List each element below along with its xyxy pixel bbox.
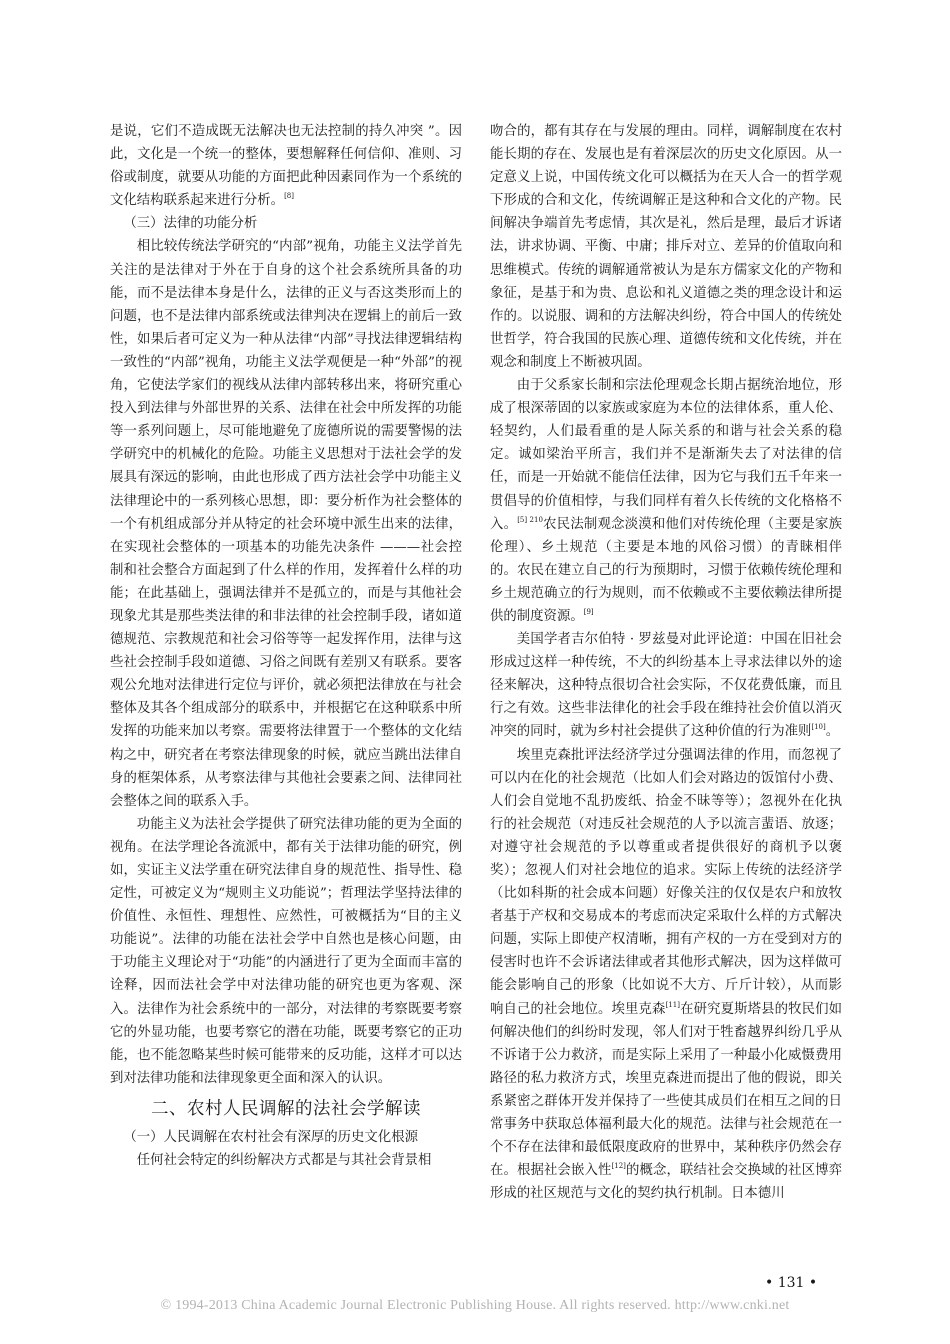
- paragraph-dispute-resolution-start: 任何社会特定的纠纷解决方式都是与其社会背景相: [136, 1153, 432, 1169]
- paragraph-functionalism-view: 功能主义为法社会学提供了研究法律功能的更为全面的视角。在法学理论各流派中，都有关于法律功能的研究，例如，实证主义法学重在研究法律自身的规范性、指导性、稳定性，可被定义为“规则主义功能说”；哲理法学坚持法律的价值性、永恒性、理想性、应然性，可被概括为“目的主义功能说”。法律的功能在法社会学中自然也是核心问题，由于功能主义理论对于“功能”的内涵进行了更为全面而丰富的诠释，因而法社会学中对法律功能的研究也更为客观、深入。法律作为社会系统中的一部分，对法律的考察既要考察它的外显功能，也要考察它的潜在功能，既要考察它的正功能，也不能忽略某些时候可能带来的反功能，这样才可以达到对法律功能和法律现象更全面和深入的认识。: [110, 816, 462, 1086]
- text-span: 由于父系家长制和宗法伦理观念长期占据统治地位，形成了根深蒂固的以家族或家庭为本位的法律体系，重人伦、轻契约，人们最看重的是人际关系的和谐与社会关系的稳定。诚如梁治平所言，我们并不是渐渐失去了对法律的信任，而是一开始就不能信任法律，因为它与我们五千年来一贯倡导的价值相悖，与我们同样有着久长传统的文化格格不入。: [490, 378, 842, 532]
- text-span: 的概念，联结社会交换域的社区博弈形成的社区规范与文化的契约执行机制。日本德川: [490, 1163, 843, 1202]
- text-span: 埃里克森批评法经济学过分强调法律的作用，而忽视了可以内在化的社会规范（比如人们会对路边的饭馆付小费、人们会自觉地不乱扔废纸、拾金不昧等等）；忽视外在化执行的社会规范（对违反社会规范的人予以流言蜚语、放逐；对遵守社会规范的予以尊重或者提供很好的商机予以褒奖）；忽视人们对社会地位的追求。实际上传统的法经济学（比如科斯的社会成本问题）好像关注的仅仅是农户和放牧者基于产权和交易成本的考虑而决定采取什么样的方式解决问题，实际上即使产权清晰，拥有产权的一方在受到对方的侵害时也许不会诉诸法律或者其他形式解决，因为这样做可能会影响自己的形象（比如说不大方、斤斤计较），从而影响自己的社会地位。埃里克森: [490, 747, 842, 1017]
- left-column: [110, 120, 462, 1172]
- text-span: 农民法制观念淡漠和他们对传统伦理（主要是家族伦理）、乡土规范（主要是本地的风俗习惯）的青睐相伴的。农民在建立自己的行为预期时，习惯于依赖传统伦理和乡土规范确立的行为规则，而不依赖或不主要依赖法律所提供的制度资源。: [490, 516, 843, 624]
- paragraph-rozman-comment: [490, 628, 842, 743]
- right-column: [490, 120, 842, 1205]
- chapter-heading-rural-mediation: 二、农村人民调解的法社会学解读: [151, 1098, 421, 1119]
- section-heading-law-function: （三）法律的功能分析: [123, 216, 258, 232]
- paragraph-functionalism-perspective: 相比较传统法学研究的“内部”视角，功能主义法学首先关注的是法律对于外在于自身的这个社会系统所具备的功能，而不是法律本身是什么，法律的正义与否这类形而上的问题，也不是法律内部系统或法律判决在逻辑上的前后一致性，如果后者可定义为一种从法律“内部”寻找法律逻辑结构一致性的“内部”视角，功能主义法学观便是一种“外部”的视角，它使法学家们的视线从法律内部转移出来，将研究重心投入到法律与外部世界的关系、法律在社会中所发挥的功能等一系列问题上，尽可能地避免了庞德所说的需要警惕的法学研究中的机械化的危险。功能主义思想对于法社会学的发展具有深远的影响，由此也形成了西方法社会学中功能主义法律理论中的一系列核心思想，即：要分析作为社会整体的一个有机组成部分并从特定的社会环境中派生出来的法律，在实现社会整体的一项基本的功能先决条件 ———社会控制和社会整合方面起到了什么样的作用，发挥着什么样的功能；在此基础上，强调法律并不是孤立的，而是与其他社会现象尤其是那些类法律的和非法律的社会控制手段，诸如道德规范、宗教规范和社会习俗等等一起发挥作用，法律与这些社会控制手段如道德、习俗之间既有差别又有联系。要客观公允地对法律进行定位与评价，就必须把法律放在与社会整体及其各个组成部分的联系中，并根据它在这种联系中所发挥的功能来加以考察。需要将法律置于一个整体的文化结构之中，研究者在考察法律现象的时候，就应当跳出法律自身的框架体系，从考察法律与其他社会要素之间、法律同社会整体之间的联系入手。: [110, 239, 462, 809]
- paragraph-mediation-tradition: 吻合的，都有其存在与发展的理由。同样，调解制度在农村能长期的存在、发展也是有着深层次的历史文化原因。从一定意义上说，中国传统文化可以概括为在天人合一的哲学观下形成的合和文化，传统调解正是这种和合文化的产物。民间解决争端首先考虑情，其次是礼，然后是理，最后才诉诸法，讲求协调、平衡、中庸；排斥对立、差异的价值取向和思维模式。传统的调解通常被认为是东方儒家文化的产物和象征，是基于和为贵、息讼和礼义道德之类的理念设计和运作的。以说服、调和的方法解决纠纷，符合中国人的传统处世哲学，符合我国的民族心理、道德传统和文化传统，并在观念和制度上不断被巩固。: [490, 124, 842, 370]
- subsection-heading-history-culture: （一）人民调解在农村社会有深厚的历史文化根源: [123, 1129, 418, 1145]
- paragraph-culture-system: [110, 120, 462, 212]
- copyright-footer: © 1994-2013 China Academic Journal Electronic Publishing House. All rights reserved. http://www.cnki.net: [160, 1298, 790, 1313]
- paragraph-ellickson-critique: [490, 744, 842, 1206]
- citation-ref: [12]: [611, 1162, 626, 1171]
- citation-ref: [5] 210: [517, 515, 543, 524]
- text-span: 在研究夏斯塔县的牧民们如何解决他们的纠纷时发现，邻人们对于牲畜越界纠纷几乎从不诉诸于公力救济，而是实际上采用了一种最小化威慑费用路径的私力救济方式，埃里克森进而提出了他的假说，即关系紧密之群体开发并保持了一些使其成员们在相互之间的日常事务中获取总体福利最大化的规范。法律与社会规范在一个不存在法律和最低限度政府的世界中，某种秩序仍然会存在。根据社会嵌入性: [490, 1001, 843, 1179]
- text-span: 美国学者吉尔伯特 · 罗兹曼对此评论道：中国在旧社会形成过这样一种传统，不大的纠纷基本上寻求法律以外的途径来解决，这种特点很切合社会实际，不仅花费低廉，而且行之有效。这些非法律化的社会手段在维持社会价值以消灭冲突的同时，就为乡村社会提供了这种价值的行为准则: [490, 632, 842, 740]
- page-number: • 131 •: [765, 1275, 818, 1291]
- citation-ref: [8]: [284, 192, 294, 201]
- paragraph-patriarchal-clan: [490, 374, 842, 628]
- text-span: 是说，它们不造成既无法解决也无法控制的持久冲突 ”。因此，文化是一个统一的整体，要想解释任何信仰、准则、习俗或制度，就要从功能的方面把此种因素同作为一个系统的文化结构联系起来进行分析。: [110, 124, 462, 209]
- citation-ref: [10]: [811, 723, 826, 732]
- citation-ref: [9]: [583, 607, 594, 616]
- citation-ref: [11]: [665, 1000, 680, 1009]
- text-span: 。: [825, 724, 840, 740]
